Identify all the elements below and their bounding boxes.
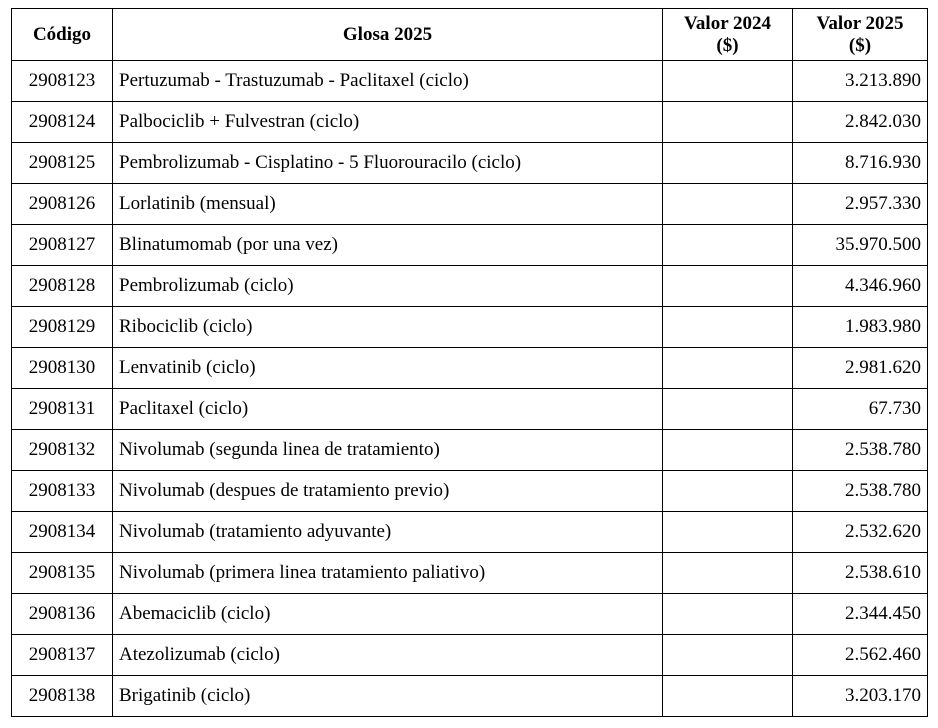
cell-description: Abemaciclib (ciclo)	[113, 594, 663, 635]
cell-value-2025: 67.730	[793, 389, 928, 430]
header-code: Código	[12, 9, 113, 61]
cell-value-2025: 2.344.450	[793, 594, 928, 635]
cell-value-2024	[663, 143, 793, 184]
cell-value-2025: 3.203.170	[793, 676, 928, 717]
cell-code: 2908134	[12, 512, 113, 553]
header-value-2024-line1: Valor 2024	[683, 12, 772, 34]
cell-code: 2908132	[12, 430, 113, 471]
table-row	[12, 184, 928, 225]
cell-value-2024	[663, 430, 793, 471]
cell-code: 2908135	[12, 553, 113, 594]
cell-value-2024	[663, 266, 793, 307]
cell-description: Nivolumab (segunda linea de tratamiento)	[113, 430, 663, 471]
cell-description: Lorlatinib (mensual)	[113, 184, 663, 225]
table-row	[12, 143, 928, 184]
cell-value-2025: 2.538.780	[793, 430, 928, 471]
cell-value-2024	[663, 184, 793, 225]
cell-value-2025: 2.981.620	[793, 348, 928, 389]
cell-code: 2908124	[12, 102, 113, 143]
table-row	[12, 389, 928, 430]
cell-value-2025: 4.346.960	[793, 266, 928, 307]
cell-code: 2908133	[12, 471, 113, 512]
cell-value-2025: 2.532.620	[793, 512, 928, 553]
price-table-container	[11, 8, 928, 717]
cell-value-2025: 2.842.030	[793, 102, 928, 143]
cell-code: 2908127	[12, 225, 113, 266]
cell-value-2025: 1.983.980	[793, 307, 928, 348]
cell-value-2025: 2.538.610	[793, 553, 928, 594]
cell-description: Blinatumomab (por una vez)	[113, 225, 663, 266]
cell-value-2025: 2.538.780	[793, 471, 928, 512]
table-row	[12, 635, 928, 676]
table-row	[12, 266, 928, 307]
cell-value-2025: 35.970.500	[793, 225, 928, 266]
cell-code: 2908126	[12, 184, 113, 225]
cell-value-2024	[663, 389, 793, 430]
cell-value-2024	[663, 553, 793, 594]
table-row	[12, 225, 928, 266]
cell-description: Pertuzumab - Trastuzumab - Paclitaxel (ciclo)	[113, 61, 663, 102]
table-header-row	[12, 9, 928, 61]
cell-description: Brigatinib (ciclo)	[113, 676, 663, 717]
cell-code: 2908123	[12, 61, 113, 102]
cell-value-2024	[663, 471, 793, 512]
table-row	[12, 676, 928, 717]
cell-value-2024	[663, 635, 793, 676]
cell-code: 2908130	[12, 348, 113, 389]
header-value-2025	[793, 9, 928, 61]
cell-description: Pembrolizumab - Cisplatino - 5 Fluorouracilo (ciclo)	[113, 143, 663, 184]
cell-code: 2908136	[12, 594, 113, 635]
cell-description: Nivolumab (tratamiento adyuvante)	[113, 512, 663, 553]
table-row	[12, 102, 928, 143]
header-description: Glosa 2025	[113, 9, 663, 61]
cell-code: 2908125	[12, 143, 113, 184]
cell-value-2025: 3.213.890	[793, 61, 928, 102]
cell-description: Lenvatinib (ciclo)	[113, 348, 663, 389]
cell-code: 2908128	[12, 266, 113, 307]
cell-value-2024	[663, 512, 793, 553]
cell-description: Paclitaxel (ciclo)	[113, 389, 663, 430]
table-body	[12, 61, 928, 717]
cell-value-2025: 8.716.930	[793, 143, 928, 184]
cell-description: Nivolumab (primera linea tratamiento paliativo)	[113, 553, 663, 594]
header-value-2025-line1: Valor 2025	[816, 12, 904, 34]
cell-description: Nivolumab (despues de tratamiento previo)	[113, 471, 663, 512]
table-row	[12, 307, 928, 348]
cell-code: 2908131	[12, 389, 113, 430]
cell-value-2024	[663, 225, 793, 266]
cell-value-2024	[663, 307, 793, 348]
cell-value-2024	[663, 348, 793, 389]
table-row	[12, 512, 928, 553]
header-value-2025-line2: ($)	[848, 34, 872, 56]
table-row	[12, 471, 928, 512]
cell-description: Atezolizumab (ciclo)	[113, 635, 663, 676]
cell-description: Pembrolizumab (ciclo)	[113, 266, 663, 307]
cell-value-2024	[663, 61, 793, 102]
table-row	[12, 348, 928, 389]
table-row	[12, 61, 928, 102]
cell-value-2025: 2.957.330	[793, 184, 928, 225]
header-value-2024	[663, 9, 793, 61]
cell-value-2024	[663, 594, 793, 635]
header-value-2024-line2: ($)	[716, 34, 739, 56]
cell-description: Palbociclib + Fulvestran (ciclo)	[113, 102, 663, 143]
cell-value-2024	[663, 676, 793, 717]
price-table	[11, 8, 928, 717]
table-row	[12, 430, 928, 471]
cell-value-2025: 2.562.460	[793, 635, 928, 676]
cell-description: Ribociclib (ciclo)	[113, 307, 663, 348]
table-row	[12, 594, 928, 635]
table-row	[12, 553, 928, 594]
cell-code: 2908129	[12, 307, 113, 348]
cell-code: 2908138	[12, 676, 113, 717]
cell-code: 2908137	[12, 635, 113, 676]
cell-value-2024	[663, 102, 793, 143]
